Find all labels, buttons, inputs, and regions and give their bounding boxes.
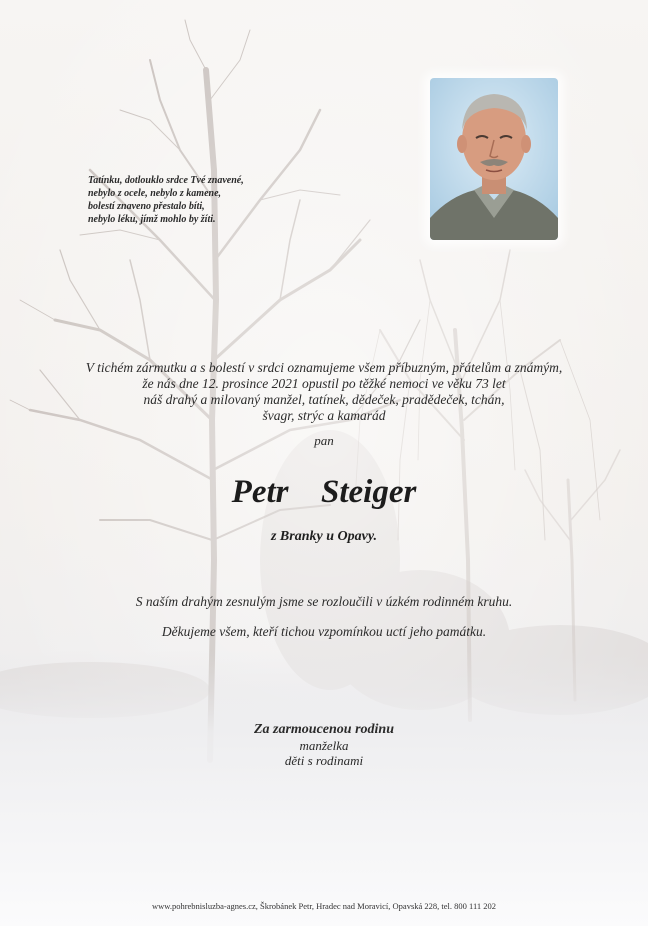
deceased-name: Petr Steiger [231,474,417,510]
salutation: pan [314,433,334,448]
poem-line: bolestí znaveno přestalo bíti, [88,201,205,212]
funeral-service-footer: www.pohrebnisluzba-agnes.cz, Škrobánek Petr, Hradec nad Moravicí, Opavská 228, tel. 800 111 202 [151,901,497,911]
portrait-photo [430,78,558,240]
thanks-note: Děkujeme všem, kteří tichou vzpomínkou uctí jeho památku. [161,624,487,639]
snow-ground [0,650,648,926]
poem-line: nebylo léku, jímž mohlo by žíti. [88,214,216,225]
death-announcement [40,360,608,424]
announcement-line: že nás dne 12. prosince 2021 opustil po těžké nemoci ve věku 73 let [142,376,506,391]
poem-line: Tatínku, dotlouklo srdce Tvé znavené, [88,175,244,186]
announcement-line: náš drahý a milovaný manžel, tatínek, dědeček, pradědeček, tchán, [143,392,505,407]
family-lead: Za zarmoucenou rodinu [253,722,395,737]
memorial-poem [88,174,328,226]
poem-line: nebylo z ocele, nebylo z kamene, [88,188,222,199]
announcement-line: V tichém zármutku a s bolestí v srdci oznamujeme všem příbuzným, přátelům a známým, [85,360,563,375]
farewell-note: S naším drahým zesnulým jsme se rozloučili v úzkém rodinném kruhu. [135,594,513,609]
family-signature [0,721,648,768]
family-member: manželka [299,738,349,753]
announcement-line: švagr, strýc a kamarád [262,408,386,423]
deceased-origin: z Branky u Opavy. [270,529,378,544]
family-member: děti s rodinami [284,753,364,768]
